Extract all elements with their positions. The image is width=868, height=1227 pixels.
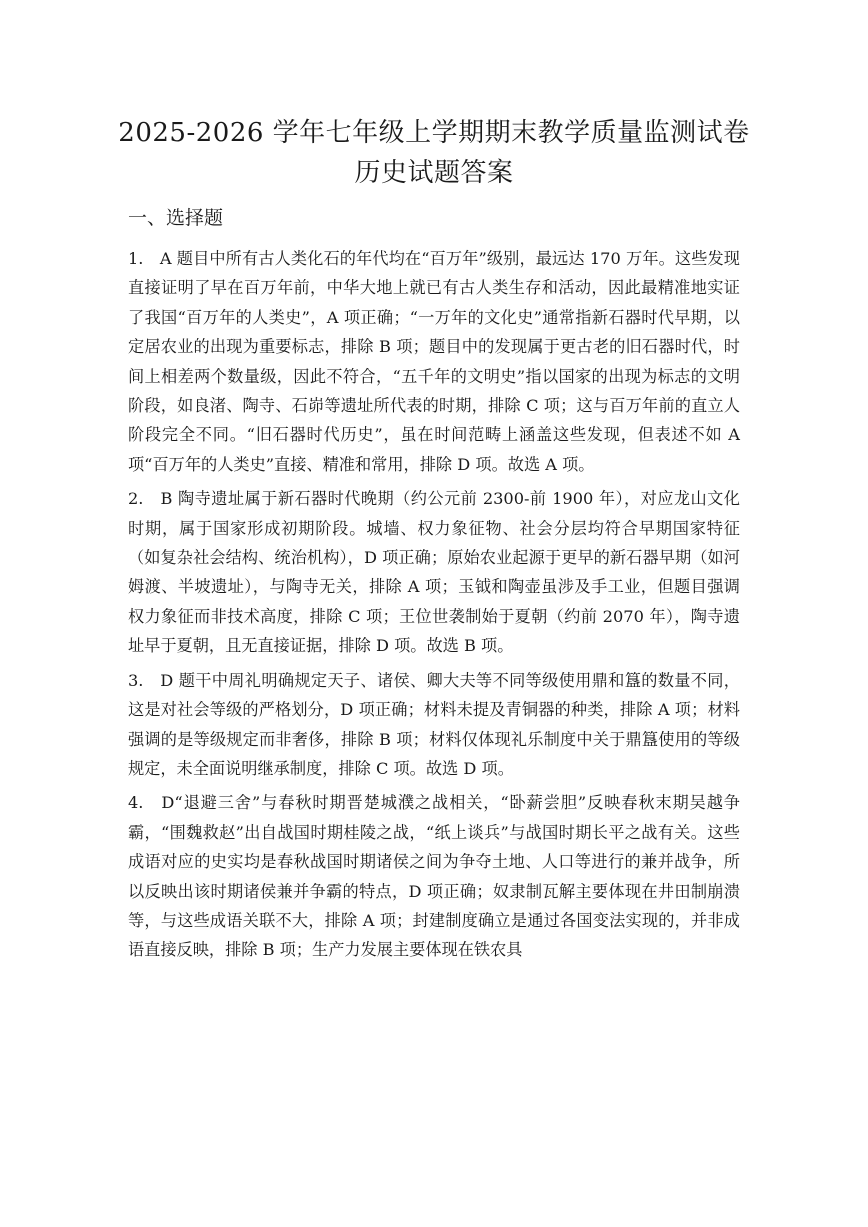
answer-list	[128, 244, 740, 970]
answer-item-4: 4. D“退避三舍”与春秋时期晋楚城濮之战相关，“卧薪尝胆”反映春秋末期吴越争霸，“围魏救赵”出自战国时期桂陵之战，“纸上谈兵”与战国时期长平之战有关。这些成语对应的史实均是春秋战国时期诸侯之间为争夺土地、人口等进行的兼并战争，所以反映出该时期诸侯兼并争霸的特点，D 项正确；奴隶制瓦解主要体现在井田制崩溃等，与这些成语关联不大，排除 A 项；封建制度确立是通过各国变法实现的，并非成语直接反映，排除 B 项；生产力发展主要体现在铁农具	[128, 793, 740, 960]
answer-item-3: 3. D 题干中周礼明确规定天子、诸侯、卿大夫等不同等级使用鼎和簋的数量不同，这是对社会等级的严格划分，D 项正确；材料未提及青铜器的种类，排除 A 项；材料强调的是等级规定而非奢侈，排除 B 项；材料仅体现礼乐制度中关于鼎簋使用的等级规定，未全面说明继承制度，排除 C 项。故选 D 项。	[128, 670, 740, 778]
section-heading-multiple-choice: 一、选择题	[128, 207, 224, 229]
answer-item-1: 1. A 题目中所有古人类化石的年代均在“百万年”级别，最远达 170 万年。这些发现直接证明了早在百万年前，中华大地上就已有古人类生存和活动，因此最精准地实证了我国“百万年的人类史”，A 项正确；“一万年的文化史”通常指新石器时代早期，以定居农业的出现为重要标志，排除 B 项；题目中的发现属于更古老的旧石器时代，时间上相差两个数量级，因此不符合，“五千年的文明史”指以国家的出现为标志的文明阶段，如良渚、陶寺、石峁等遗址所代表的时期，排除 C 项；这与百万年前的直立人阶段完全不同。“旧石器时代历史”，虽在时间范畴上涵盖这些发现，但表述不如 A 项“百万年的人类史”直接、精准和常用，排除 D 项。故选 A 项。	[128, 249, 740, 474]
answer-item-2: 2. B 陶寺遗址属于新石器时代晚期（约公元前 2300-前 1900 年），对应龙山文化时期，属于国家形成初期阶段。城墙、权力象征物、社会分层均符合早期国家特征（如复杂社会结构、统治机构），D 项正确；原始农业起源于更早的新石器早期（如河姆渡、半坡遗址），与陶寺无关，排除 A 项；玉钺和陶壶虽涉及手工业，但题目强调权力象征而非技术高度，排除 C 项；王位世袭制始于夏朝（约前 2070 年），陶寺遗址早于夏朝，且无直接证据，排除 D 项。故选 B 项。	[128, 489, 740, 656]
document-title: 2025-2026 学年七年级上学期期末教学质量监测试卷	[118, 118, 750, 148]
document-subtitle: 历史试题答案	[354, 158, 514, 188]
